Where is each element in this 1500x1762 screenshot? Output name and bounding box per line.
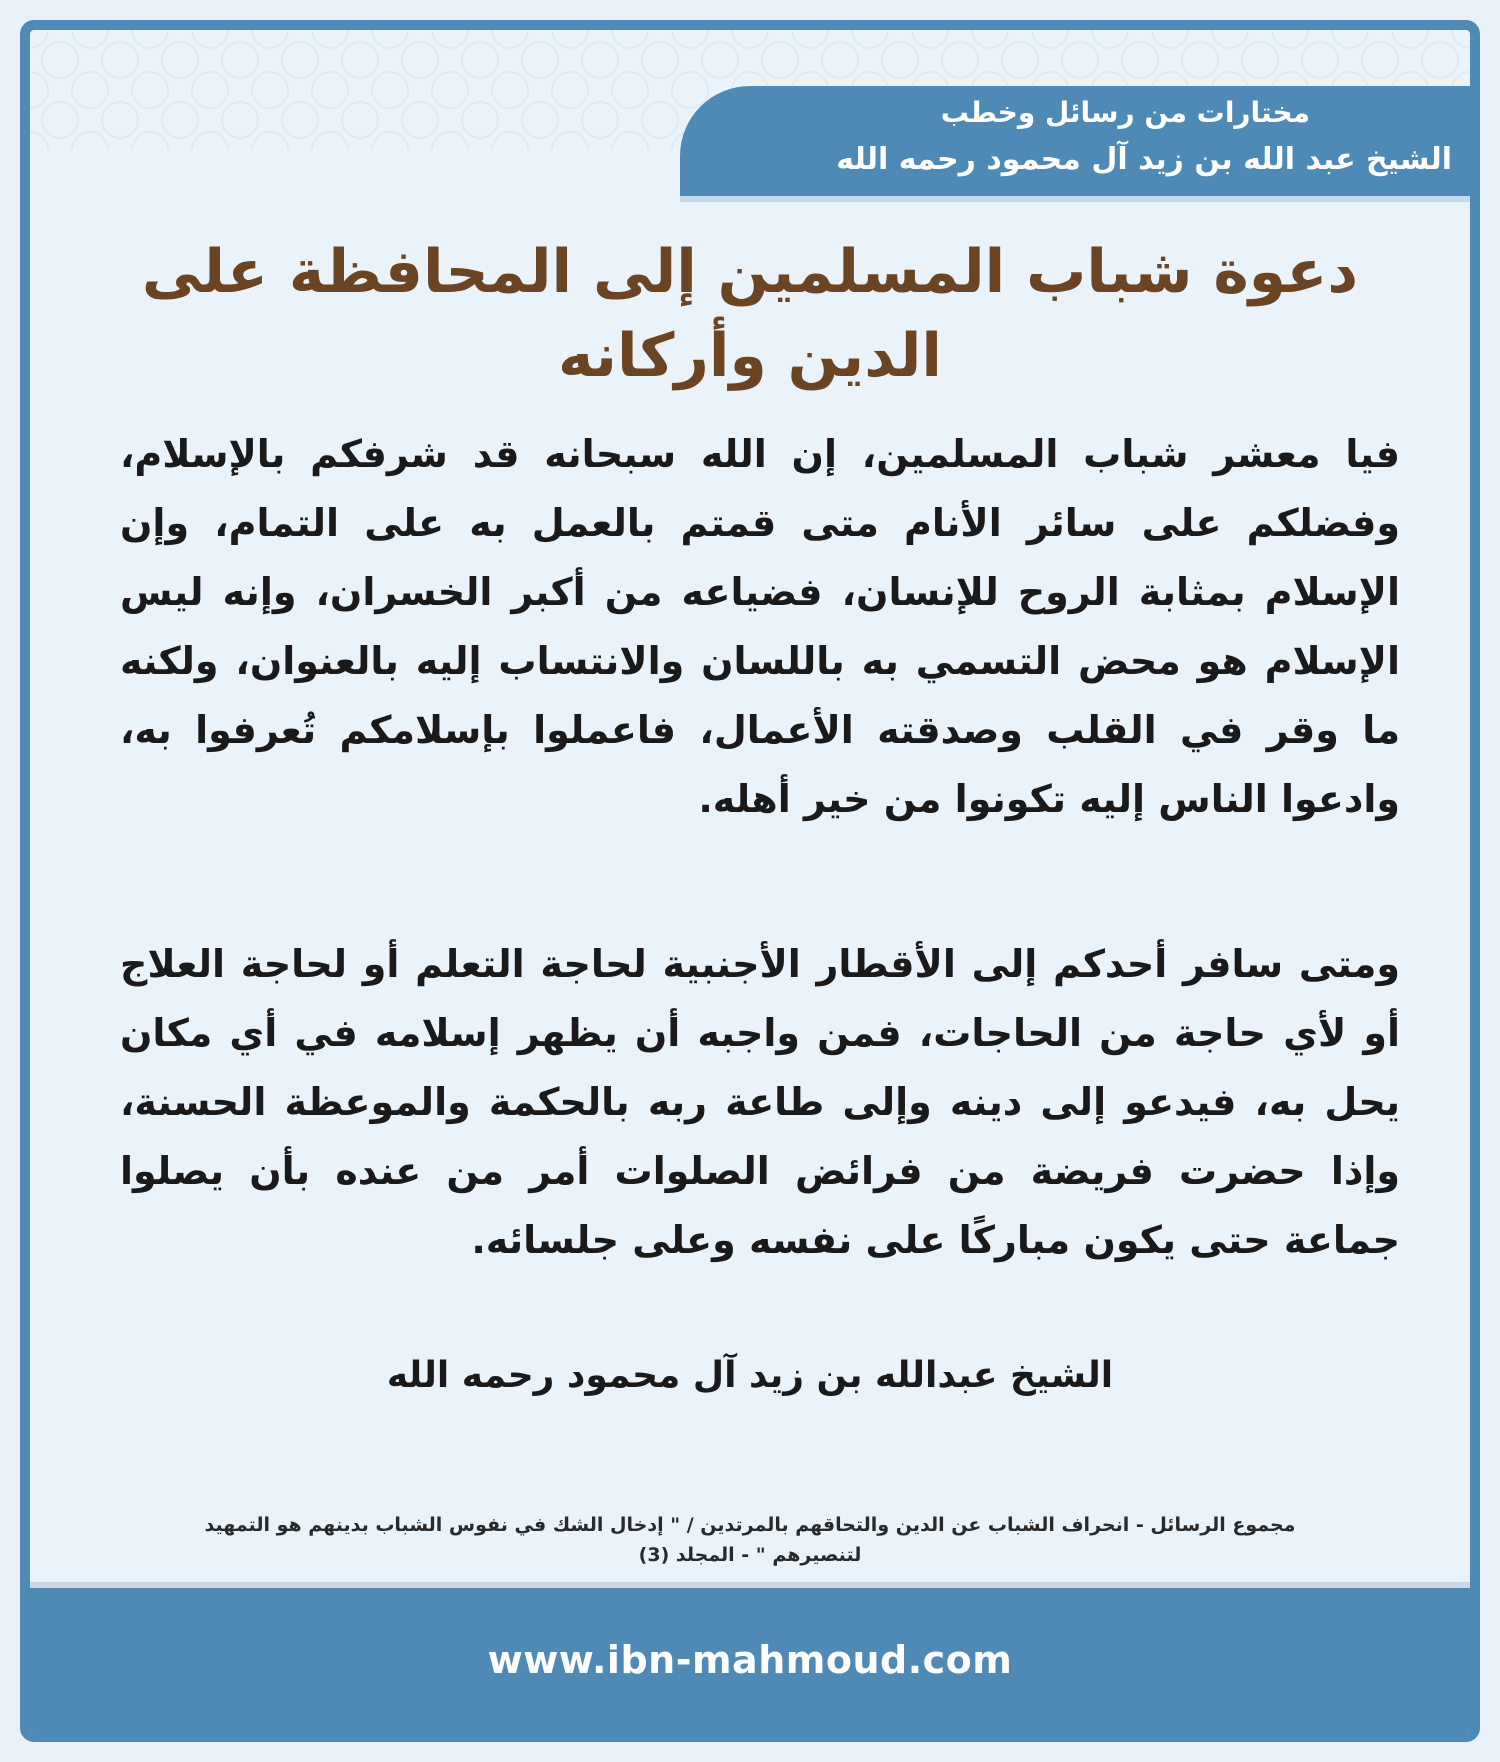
page-frame [20, 20, 1480, 1742]
header-series-title: مختارات من رسائل وخطب [940, 96, 1310, 129]
paragraph-2: ومتى سافر أحدكم إلى الأقطار الأجنبية لحاجة التعلم أو لحاجة العلاج أو لأي حاجة من الحاجات، فمن واجبه أن يظهر إسلامه في أي مكان يحل به، فيدعو إلى دينه وإلى طاعة ربه بالحكمة والموعظة الحسنة، وإذا حضرت فريضة من فرائض الصلوات أمر من عنده بأن يصلوا جماعة حتى يكون مباركًا على نفسه وعلى جلسائه. [120, 942, 1400, 1262]
header-banner [680, 86, 1470, 196]
signature: الشيخ عبدالله بن زيد آل محمود رحمه الله [386, 1355, 1114, 1396]
footer-bar [30, 1582, 1470, 1732]
paragraph-1: فيا معشر شباب المسلمين، إن الله سبحانه قد شرفكم بالإسلام، وفضلكم على سائر الأنام متى قمتم بالعمل به على التمام، وإن الإسلام بمثابة الروح للإنسان، فضياعه من أكبر الخسران، وإنه ليس الإسلام هو محض التسمي به باللسان والانتساب إليه بالعنوان، ولكنه ما وقر في القلب وصدقته الأعمال، فاعملوا بإسلامكم تُعرفوا به، وادعوا الناس إليه تكونوا من خير أهله. [120, 432, 1400, 821]
website-link[interactable]: www.ibn-mahmoud.com [487, 1638, 1013, 1682]
article-title: دعوة شباب المسلمين إلى المحافظة على الدين وأركانه [141, 237, 1359, 391]
header-author: الشيخ عبد الله بن زيد آل محمود رحمه الله [836, 142, 1452, 177]
source-citation: مجموع الرسائل - انحراف الشباب عن الدين والتحاقهم بالمرتدين / " إدخال الشك في نفوس الشباب بدينهم هو التمهيد لتنصيرهم " - المجلد (3) [204, 1514, 1296, 1566]
